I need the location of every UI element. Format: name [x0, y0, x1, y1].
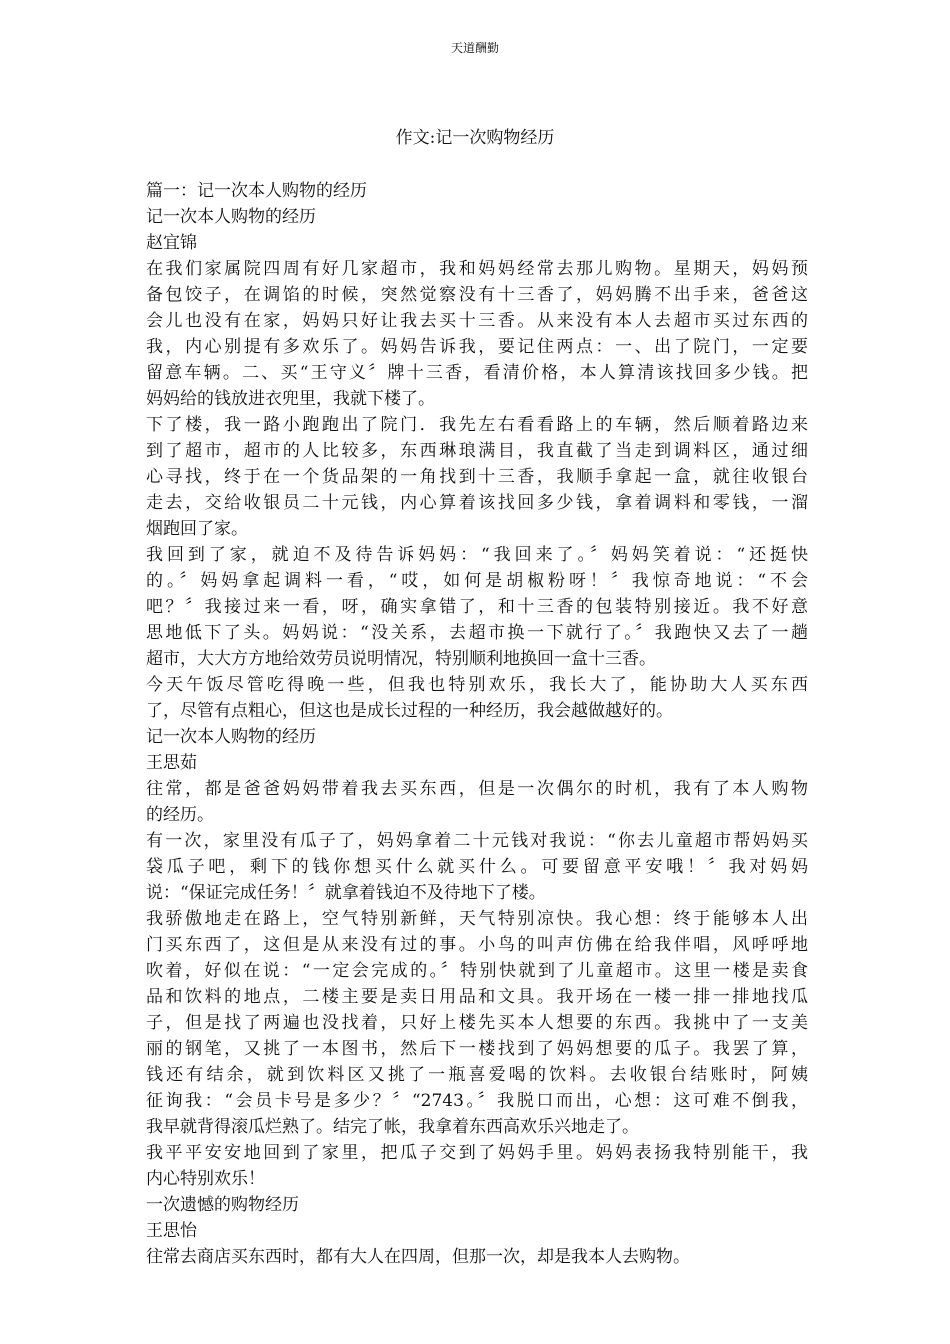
- text-line: 的。〞妈妈拿起调料一看，“哎，如何是胡椒粉呀！〞我惊奇地说：“不会: [146, 571, 808, 591]
- text-line: 一次遗憾的购物经历: [146, 1195, 299, 1215]
- text-line: 王思怡: [146, 1221, 197, 1241]
- text-line: 篇一：记一次本人购物的经历: [146, 181, 367, 201]
- text-line: 今天午饭尽管吃得晚一些，但我也特别欢乐，我长大了，能协助大人买东西: [146, 675, 808, 695]
- document-title: 作文:记一次购物经历: [395, 128, 555, 148]
- text-line: 往常去商店买东西时，都有大人在四周，但那一次，却是我本人去购物。: [146, 1247, 690, 1267]
- text-line: 袋瓜子吧，剩下的钱你想买什么就买什么。可要留意平安哦！〞我对妈妈: [146, 857, 808, 877]
- text-line: 钱还有结余，就到饮料区又挑了一瓶喜爱喝的饮料。去收银台结账时，阿姨: [146, 1065, 808, 1085]
- text-line: 记一次本人购物的经历: [146, 207, 316, 227]
- text-line: 门买东西了，这但是从来没有过的事。小鸟的叫声仿佛在给我伴唱，风呼呼地: [146, 935, 808, 955]
- text-line: 了，尽管有点粗心，但这也是成长过程的一种经历，我会越做越好的。: [146, 701, 673, 721]
- text-line: 下了楼，我一路小跑跑出了院门．我先左右看看路上的车辆，然后顺着路边来: [146, 415, 808, 435]
- text-line: 妈妈给的钱放进衣兜里，我就下楼了。: [146, 389, 435, 409]
- text-line: 品和饮料的地点，二楼主要是卖日用品和文具。我开场在一楼一排一排地找瓜: [146, 987, 808, 1007]
- text-line: 到了超市，超市的人比较多，东西琳琅满目，我直截了当走到调料区，通过细: [146, 441, 808, 461]
- text-line: 赵宜锦: [146, 233, 197, 253]
- text-line: 思地低下了头。妈妈说：“没关系，去超市换一下就行了。〞我跑快又去了一趟: [146, 623, 808, 643]
- text-line: 会儿也没有在家，妈妈只好让我去买十三香。从来没有本人去超市买过东西的: [146, 311, 808, 331]
- text-line: 我平平安安地回到了家里，把瓜子交到了妈妈手里。妈妈表扬我特别能干，我: [146, 1143, 808, 1163]
- text-line: 王思茹: [146, 753, 197, 773]
- text-line: 吹着，好似在说：“一定会完成的。〞特别快就到了儿童超市。这里一楼是卖食: [146, 961, 808, 981]
- text-line: 走去，交给收银员二十元钱，内心算着该找回多少钱，拿着调料和零钱，一溜: [146, 493, 808, 513]
- text-line: 我早就背得滚瓜烂熟了。结完了帐，我拿着东西高欢乐兴地走了。: [146, 1117, 639, 1137]
- text-line: 我骄傲地走在路上，空气特别新鲜，天气特别凉快。我心想：终于能够本人出: [146, 909, 808, 929]
- text-line: 有一次，家里没有瓜子了，妈妈拿着二十元钱对我说：“你去儿童超市帮妈妈买: [146, 831, 808, 851]
- text-line: 我回到了家，就迫不及待告诉妈妈：“我回来了。〞妈妈笑着说：“还挺快: [146, 545, 808, 565]
- text-line: 留意车辆。二、买“王守义〞牌十三香，看清价格，本人算清该找回多少钱。把: [146, 363, 808, 383]
- text-line: 烟跑回了家。: [146, 519, 248, 539]
- text-line: 我，内心别提有多欢乐了。妈妈告诉我，要记住两点：一、出了院门，一定要: [146, 337, 808, 357]
- text-line: 子，但是找了两遍也没找着，只好上楼先买本人想要的东西。我挑中了一支美: [146, 1013, 808, 1033]
- text-line: 征询我：“会员卡号是多少？〞“2743。〞我脱口而出，心想：这可难不倒我，: [146, 1091, 808, 1111]
- text-line: 在我们家属院四周有好几家超市，我和妈妈经常去那儿购物。星期天，妈妈预: [146, 259, 808, 279]
- text-line: 吧？〞我接过来一看，呀，确实拿错了，和十三香的包装特别接近。我不好意: [146, 597, 808, 617]
- text-line: 备包饺子，在调馅的时候，突然觉察没有十三香了，妈妈腾不出手来，爸爸这: [146, 285, 808, 305]
- text-line: 丽的钢笔，又挑了一本图书，然后下一楼找到了妈妈想要的瓜子。我罢了算，: [146, 1039, 808, 1059]
- text-line: 往常，都是爸爸妈妈带着我去买东西，但是一次偶尔的时机，我有了本人购物: [146, 779, 808, 799]
- text-line: 的经历。: [146, 805, 214, 825]
- text-line: 超市，大大方方地给效劳员说明情况，特别顺利地换回一盒十三香。: [146, 649, 656, 669]
- text-line: 内心特别欢乐！: [146, 1169, 265, 1189]
- text-line: 记一次本人购物的经历: [146, 727, 316, 747]
- page-header: 天道酬勤: [450, 41, 499, 55]
- text-line: 说：“保证完成任务！〞就拿着钱迫不及待地下了楼。: [146, 883, 546, 903]
- document-body: [146, 178, 808, 1270]
- text-line: 心寻找，终于在一个货品架的一角找到十三香，我顺手拿起一盒，就往收银台: [146, 467, 808, 487]
